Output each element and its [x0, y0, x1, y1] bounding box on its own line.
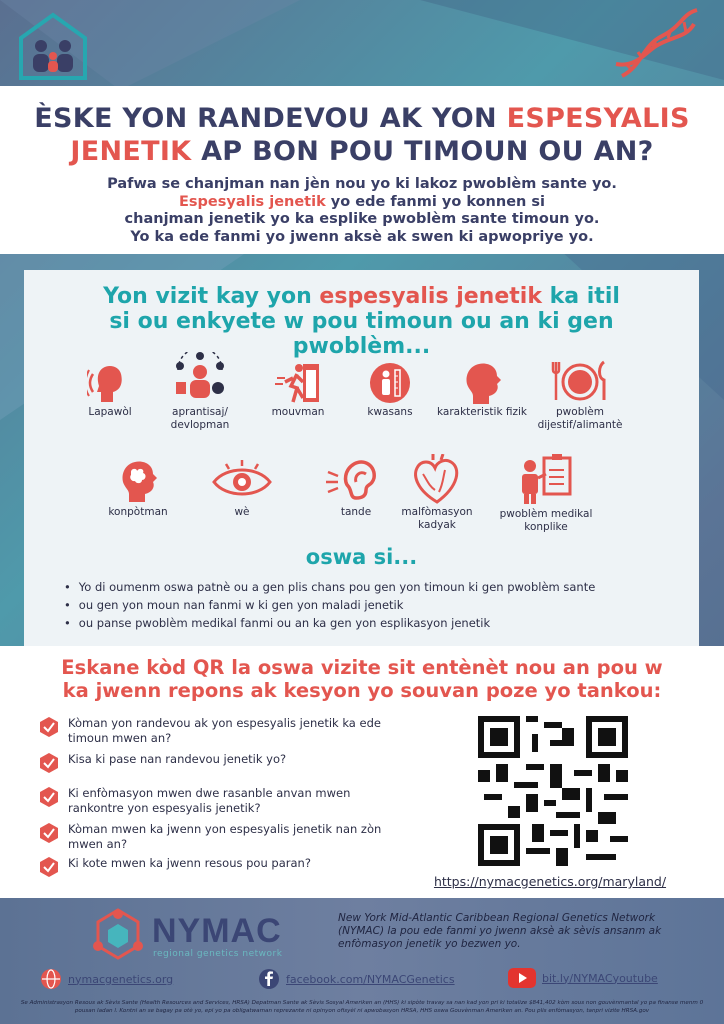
- globe-icon: [40, 968, 62, 990]
- question-item: [38, 856, 398, 878]
- intro-line: Yo ka ede fanmi yo jwenn aksè ak swen ki apwopriye yo.: [130, 228, 594, 245]
- youtube-link[interactable]: [508, 968, 658, 988]
- intro-highlight: Espesyalis jenetik: [178, 193, 326, 210]
- icon-digestive: [530, 358, 630, 432]
- dna-helix-icon: [612, 6, 702, 84]
- intro-line: chanjman jenetik yo ka esplike pwoblèm sante timoun yo.: [124, 211, 600, 227]
- question-text: Kisa ki pase nan randevou jenetik yo?: [68, 752, 287, 766]
- learning-person-icon: [172, 352, 228, 404]
- visit-title-text: pwoblèm...: [292, 334, 431, 359]
- family-house-logo: [18, 12, 88, 80]
- question-item: [38, 786, 398, 816]
- brain-head-icon: [115, 458, 161, 504]
- or-if-heading: oswa si...: [305, 545, 418, 569]
- website-link[interactable]: https://nymacgenetics.org/maryland/: [433, 874, 667, 889]
- check-hexagon-icon: [38, 822, 60, 844]
- qr-code[interactable]: [478, 716, 628, 866]
- growth-chart-icon: [367, 362, 413, 404]
- org-tagline: regional genetics network: [153, 949, 283, 959]
- list-item: • Yo di oumenm oswa patnè ou a gen plis chans pou gen yon timoun ki gen pwoblèm sante: [64, 578, 684, 596]
- nymac-logo-icon: [88, 906, 148, 966]
- page-title: [0, 102, 724, 168]
- reason-list: [64, 578, 684, 632]
- icon-learning: [150, 352, 250, 432]
- funding-disclaimer: Se Administrasyon Resous ak Sèvis Sante (Health Resources and Services, HRSA) Depatman Sante ak Sèvis Sosyal Ameriken an (HHS) ki sipòte travay sa nan kad yon pri ki totalize $841,402 kòm sous non gouvènmantal yo pa finanse menm 0 pousan ladan l. Kontni an se bagay pa otè yo, epi yo pa obligatwaman reprezante ni opinyon ofisyèl ni apwobasyon HRSA, HHS oswa Gouvènman Ameriken an. Pou plis enfòmasyon, tanpri vizite HRSA.gov: [20, 1000, 704, 1014]
- website-footer-link[interactable]: [40, 968, 173, 990]
- icon-complex-medical: [496, 454, 596, 534]
- question-item: [38, 716, 398, 746]
- youtube-label[interactable]: bit.ly/NYMACyoutube: [542, 971, 658, 985]
- facebook-link[interactable]: [258, 968, 455, 990]
- icon-behavior: [88, 458, 188, 519]
- icon-label: wè: [234, 506, 250, 518]
- check-hexagon-icon: [38, 856, 60, 878]
- question-item: [38, 822, 398, 852]
- heart-icon: [409, 454, 465, 504]
- facebook-icon: [258, 968, 280, 990]
- title-highlight: JENETIK: [70, 136, 192, 167]
- icon-label: malfòmasyon kadyak: [401, 506, 473, 531]
- org-name: NYMAC: [152, 912, 282, 950]
- intro-line: yo ede fanmi yo konnen si: [325, 193, 546, 210]
- visit-title-text: Yon vizit kay yon: [103, 284, 320, 309]
- org-description: New York Mid-Atlantic Caribbean Regional Genetics Network (NYMAC) la pou ede fanmi yo jwenn aksè ak sèvis ansanm ak enfòmasyon jenetik yo bezwen yo.: [338, 912, 662, 950]
- intro-text: [0, 176, 724, 246]
- icon-growth: [340, 362, 440, 419]
- icon-physical: [432, 362, 532, 419]
- qr-heading: [0, 656, 724, 702]
- question-text: Ki kote mwen ka jwenn resous pou paran?: [68, 856, 311, 870]
- question-text: Ki enfòmasyon mwen dwe rasanble anvan mwen rankontre yon espesyalis jenetik?: [68, 786, 351, 815]
- icon-movement: [248, 362, 348, 419]
- eye-icon: [210, 458, 274, 504]
- icon-label: kwasans: [367, 406, 413, 418]
- visit-title: [24, 284, 699, 359]
- title-highlight: ESPESYALIS: [506, 103, 690, 134]
- icon-label: tande: [340, 506, 372, 518]
- icon-label: aprantisaj/ devlopman: [170, 406, 230, 431]
- title-text: AP BON POU TIMOUN OU AN?: [191, 136, 654, 167]
- medical-chart-person-icon: [514, 454, 578, 506]
- qr-heading-line: Eskane kòd QR la oswa vizite sit entènèt nou an pou w: [61, 656, 663, 679]
- icon-label: pwoblèm medikal konplike: [499, 508, 593, 533]
- icon-label: mouvman: [271, 406, 325, 418]
- title-text: ÈSKE YON RANDEVOU AK YON: [34, 103, 507, 134]
- icon-speech: [60, 362, 160, 419]
- website-label[interactable]: nymacgenetics.org: [68, 972, 174, 986]
- icon-label: karakteristik fizik: [436, 406, 528, 418]
- ear-icon: [326, 458, 386, 504]
- head-profile-icon: [459, 362, 505, 404]
- visit-title-highlight: espesyalis jenetik: [319, 284, 542, 309]
- question-text: Kòman mwen ka jwenn yon espesyalis jenetik nan zòn mwen an?: [68, 822, 382, 851]
- check-hexagon-icon: [38, 752, 60, 774]
- icon-label: konpòtman: [108, 506, 168, 518]
- visit-title-text: si ou enkyete w pou timoun ou an ki gen: [109, 309, 614, 334]
- check-hexagon-icon: [38, 716, 60, 738]
- intro-line: Pafwa se chanjman nan jèn nou yo ki lakoz pwoblèm sante yo.: [107, 176, 617, 192]
- icon-label: pwoblèm dijestif/alimantè: [537, 406, 623, 431]
- facebook-label[interactable]: facebook.com/NYMACGenetics: [286, 972, 455, 986]
- visit-title-text: ka itil: [541, 284, 620, 309]
- walking-person-icon: [275, 362, 321, 404]
- plate-utensils-icon: [550, 358, 610, 404]
- speaking-head-icon: [87, 362, 133, 404]
- question-text: Kòman yon randevou ak yon espesyalis jenetik ka ede timoun mwen an?: [68, 716, 381, 745]
- check-hexagon-icon: [38, 786, 60, 808]
- icon-heart: [387, 454, 487, 532]
- icon-vision: [192, 458, 292, 519]
- icon-label: Lapawòl: [88, 406, 132, 418]
- list-item: • ou gen yon moun nan fanmi w ki gen yon maladi jenetik: [64, 596, 684, 614]
- qr-heading-line: ka jwenn repons ak kesyon yo souvan poze yo tankou:: [62, 679, 662, 702]
- list-item: • ou panse pwoblèm medikal fanmi ou an ka gen yon esplikasyon jenetik: [64, 614, 684, 632]
- youtube-icon: [508, 968, 536, 988]
- question-item: [38, 752, 398, 774]
